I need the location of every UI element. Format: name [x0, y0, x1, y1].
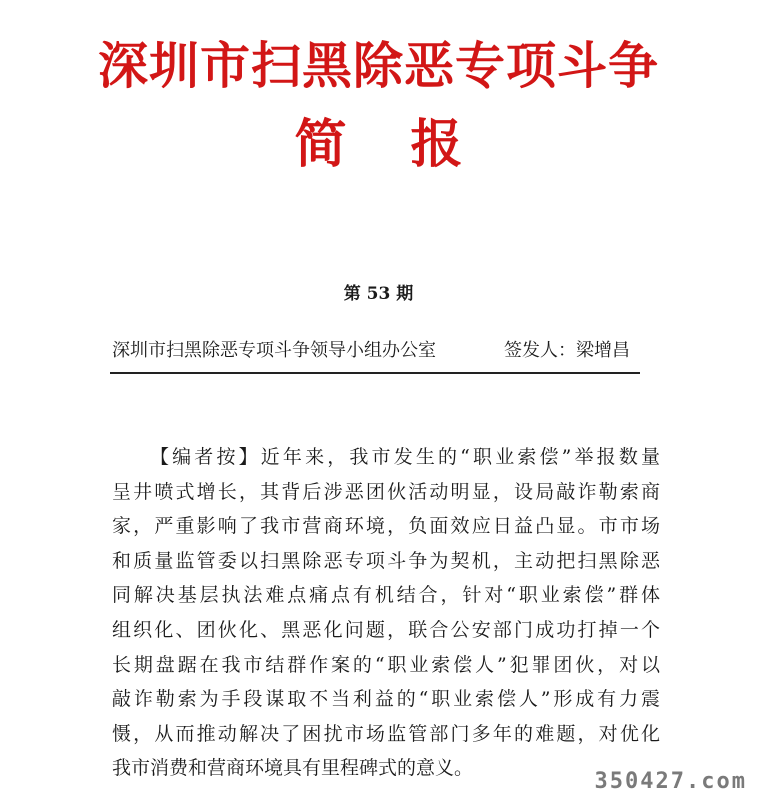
editor-note-paragraph	[112, 440, 660, 786]
issuing-office: 深圳市扫黑除恶专项斗争领导小组办公室	[112, 340, 436, 361]
paragraph-line: 家，严重影响了我市营商环境，负面效应日益凸显。市市场	[112, 515, 660, 538]
header-divider	[110, 372, 640, 374]
paragraph-line: 呈井喷式增长，其背后涉恶团伙活动明显，设局敲诈勒索商	[112, 480, 660, 503]
signer: 签发人：梁增昌	[504, 340, 630, 361]
paragraph-line: 敲诈勒索为手段谋取不当利益的“职业索偿人”形成有力震	[112, 688, 660, 711]
paragraph-line: 长期盘踞在我市结群作案的“职业索偿人”犯罪团伙，对以	[112, 653, 660, 676]
paragraph-line: 我市消费和营商环境具有里程碑式的意义。	[112, 757, 474, 780]
site-watermark: 350427.com	[594, 769, 747, 794]
paragraph-line: 组织化、团伙化、黑恶化问题，联合公安部门成功打掉一个	[112, 618, 660, 641]
paragraph-line: 和质量监管委以扫黑除恶专项斗争为契机，主动把扫黑除恶	[112, 549, 660, 572]
bulletin-title: 深圳市扫黑除恶专项斗争	[98, 37, 659, 95]
paragraph-line: 【编者按】近年来，我市发生的“职业索偿”举报数量	[150, 446, 660, 468]
paragraph-line: 慑，从而推动解决了困扰市场监管部门多年的难题，对优化	[112, 722, 660, 745]
bulletin-subtitle: 简报	[294, 115, 527, 175]
issue-number: 第 53 期	[343, 284, 414, 304]
paragraph-line: 同解决基层执法难点痛点有机结合，针对“职业索偿”群体	[112, 584, 660, 607]
